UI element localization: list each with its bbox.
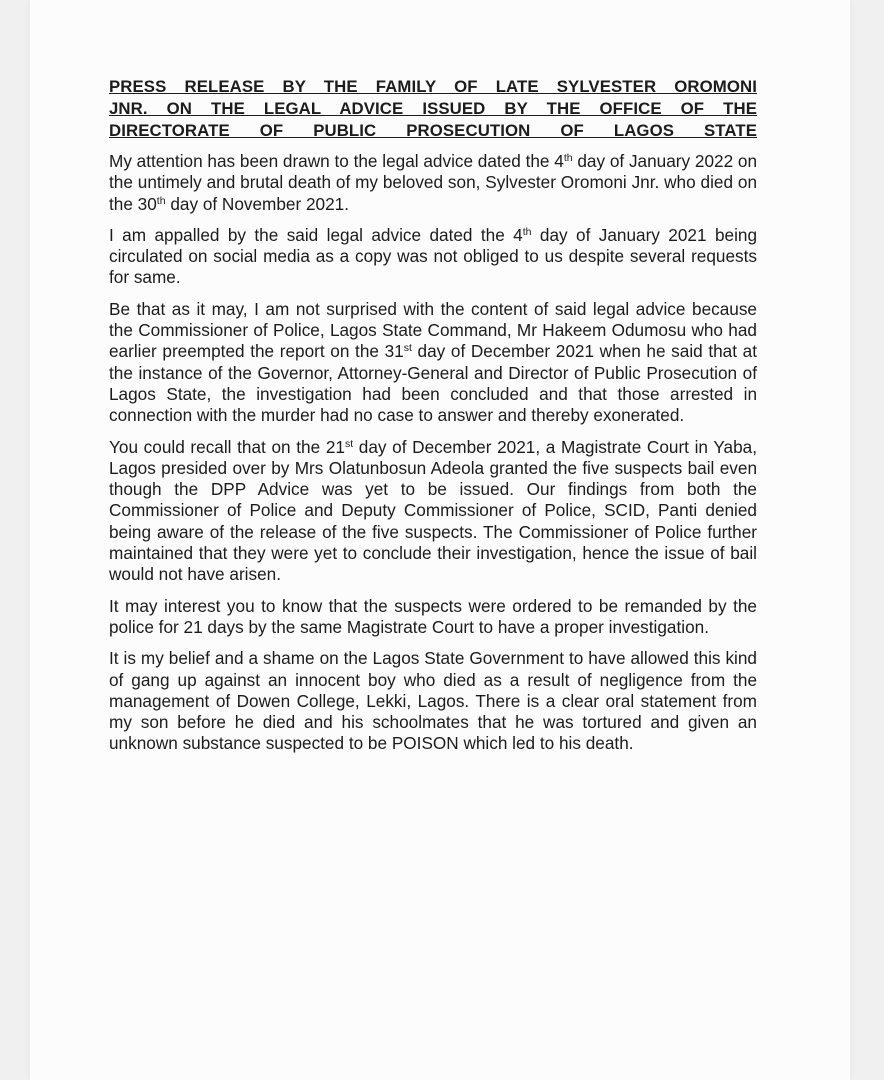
press-release-body [109, 76, 757, 765]
paragraph-2: I am appalled by the said legal advice dated the 4th day of January 2021 being circulated on social media as a copy was not obliged to us despite several requests for same. [109, 224, 758, 288]
paragraph-4: You could recall that on the 21st day of December 2021, a Magistrate Court in Yaba, Lagos presided over by Mrs Olatunbosun Adeola granted the five suspects bail even though the DPP Advice was yet to be issued. Our findings from both the Commissioner of Police and Deputy Commissioner of Police, SCID, Panti denied being aware of the release of the five suspects. The Commissioner of Police further maintained that they were yet to conclude their investigation, hence the issue of bail would not have arisen. [109, 436, 757, 585]
title-line-2: JNR. ON THE LEGAL ADVICE ISSUED BY THE OFFICE OF THE [109, 99, 757, 118]
document-page [30, 0, 850, 1080]
paragraph-3: Be that as it may, I am not surprised with the content of said legal advice because the Commissioner of Police, Lagos State Command, Mr Hakeem Odumosu who had earlier preempted the report on the 31st day of December 2021 when he said that at the instance of the Governor, Attorney-General and Director of Public Prosecution of Lagos State, the investigation had been concluded and that those arrested in connection with the murder had no case to answer and thereby exonerated. [109, 298, 757, 426]
press-release-title [109, 76, 757, 142]
title-line-1: PRESS RELEASE BY THE FAMILY OF LATE SYLVESTER OROMONI [109, 77, 757, 96]
paragraph-6: It is my belief and a shame on the Lagos State Government to have allowed this kind of gang up against an innocent boy who died as a result of negligence from the management of Dowen College, Lekki, Lagos. There is a clear oral statement from my son before he died and his schoolmates that he was tortured and given an unknown substance suspected to be POISON which led to his death. [109, 648, 757, 754]
paragraph-1: My attention has been drawn to the legal advice dated the 4th day of January 2022 on the untimely and brutal death of my beloved son, Sylvester Oromoni Jnr. who died on the 30th day of November 2021. [109, 151, 758, 214]
paragraph-5: It may interest you to know that the suspects were ordered to be remanded by the police for 21 days by the same Magistrate Court to have a proper investigation. [109, 595, 757, 637]
title-line-3: DIRECTORATE OF PUBLIC PROSECUTION OF LAGOS STATE [109, 121, 757, 140]
